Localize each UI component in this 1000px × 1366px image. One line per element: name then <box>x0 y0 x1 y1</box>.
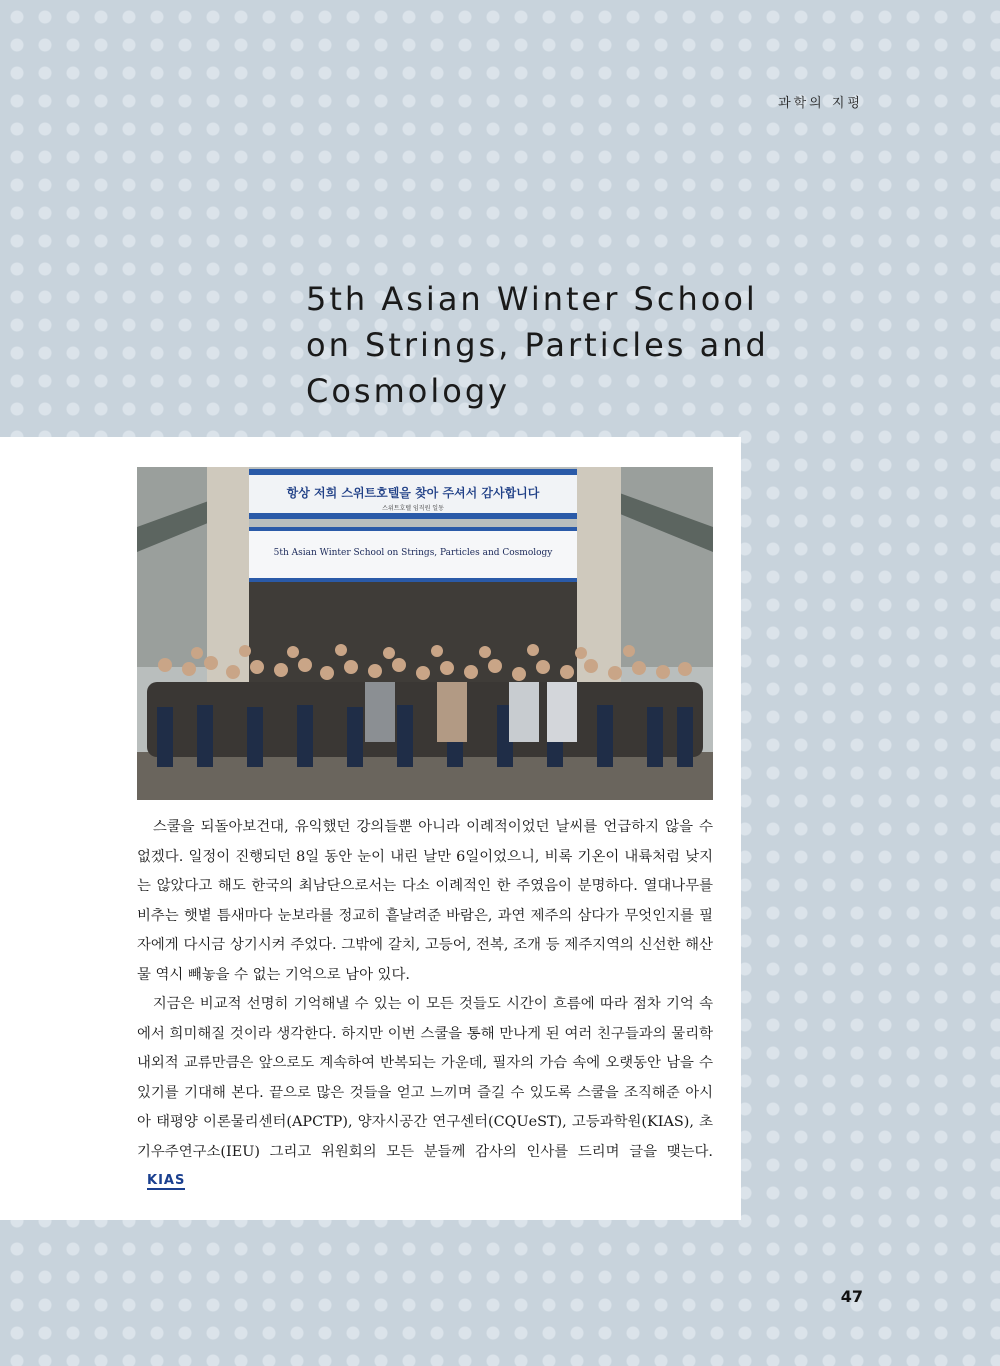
banner-top-subtext: 스위트호텔 임직원 일동 <box>382 505 444 512</box>
banner-main-text: 5th Asian Winter School on Strings, Particles and Cosmology <box>273 548 553 558</box>
kias-logo: KIAS <box>147 1173 186 1188</box>
title-line-2: on Strings, Particles and <box>306 326 769 364</box>
group-photo <box>137 467 713 800</box>
paragraph-2-text: 지금은 비교적 선명히 기억해낼 수 있는 이 모든 것들도 시간이 흐름에 따라 점차 기억 속에서 희미해질 것이라 생각한다. 하지만 이번 스쿨을 통해 만나게 된 여러 친구들과의 물리학 내외적 교류만큼은 앞으로도 계속하여 반복되는 가운데, 필자의 가슴 속에 오랫동안 남을 수 있기를 기대해 본다. 끝으로 많은 것들을 얻고 느끼며 즐길 수 있도록 스쿨을 조직해준 아시아 태평양 이론물리센터(APCTP), 양자시공간 연구센터(CQUeST), 고등과학원(KIAS), 초기우주연구소(IEU) 그리고 위원회의 모든 분들께 감사의 인사를 드리며 글을 맺는다. <box>137 996 713 1160</box>
title-line-3: Cosmology <box>306 372 511 410</box>
paragraph-1: 스쿨을 되돌아보건대, 유익했던 강의들뿐 아니라 이례적이었던 날씨를 언급하지 않을 수 없겠다. 일정이 진행되던 8일 동안 눈이 내린 날만 6일이었으니, 비록 기온이 내륙처럼 낮지는 않았다고 해도 한국의 최남단으로서는 다소 이례적인 한 주였음이 분명하다. 열대나무를 비추는 햇볕 틈새마다 눈보라를 정교히 흩날려준 바람은, 과연 제주의 삼다가 무엇인지를 필자에게 다시금 상기시켜 주었다. 그밖에 갈치, 고등어, 전복, 조개 등 제주지역의 신선한 해산물 역시 빼놓을 수 없는 기억으로 남아 있다. <box>137 819 713 983</box>
article-title <box>306 276 866 414</box>
page-number: 47 <box>840 1287 863 1306</box>
paragraph-2 <box>137 990 713 1197</box>
banner-top-text: 항상 저희 스위트호텔을 찾아 주셔서 감사합니다 <box>286 486 540 500</box>
group-photo-illustration <box>137 467 713 800</box>
section-label: 과학의 지평 <box>778 96 863 111</box>
title-line-1: 5th Asian Winter School <box>306 280 758 318</box>
article-body <box>137 813 713 1197</box>
